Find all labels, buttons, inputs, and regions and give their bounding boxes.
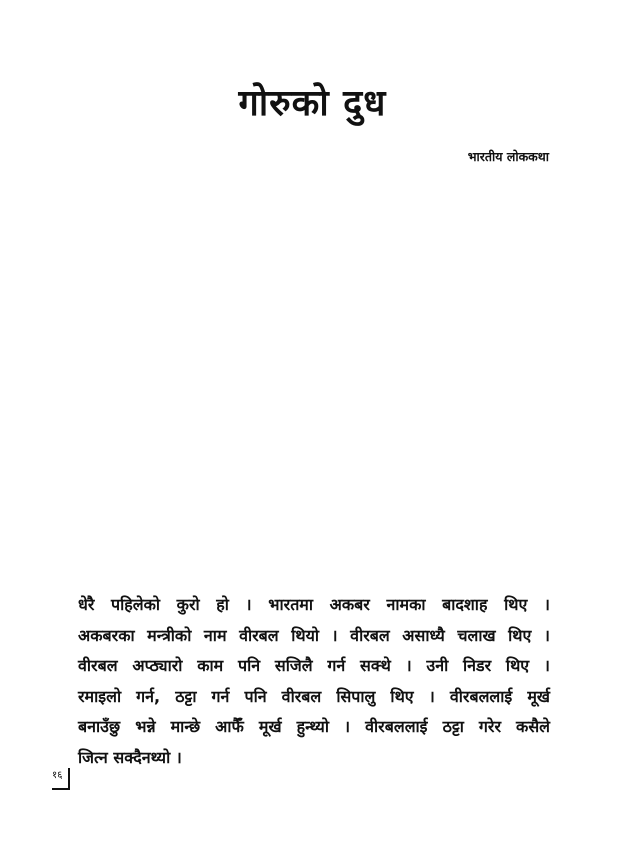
body-line: अकबरका मन्त्रीको नाम वीरबल थियो । वीरबल असाध्यै चलाख थिए । [78, 625, 550, 645]
body-line: जित्न सक्दैनथ्यो । [78, 747, 182, 767]
body-line: वीरबल अप्ठ्यारो काम पनि सजिलै गर्न सक्थे । उनी निडर थिए । [78, 656, 550, 675]
page-number-box [52, 768, 70, 790]
body-line: रमाइलो गर्न, ठट्टा गर्न पनि वीरबल सिपालु थिए । वीरबललाई मूर्ख [78, 686, 550, 706]
body-line: बनाउँछु भन्ने मान्छे आफैँ मूर्ख हुन्थ्यो । वीरबललाई ठट्टा गरेर कसैले [78, 717, 550, 736]
story-title: गोरुको दुध [238, 83, 387, 124]
story-body [78, 590, 550, 773]
page-number: १६ [52, 770, 63, 781]
body-line: धेरै पहिलेको कुरो हो । भारतमा अकबर नामका बादशाह थिए । [78, 595, 550, 614]
story-source: भारतीय लोककथा [467, 149, 549, 164]
